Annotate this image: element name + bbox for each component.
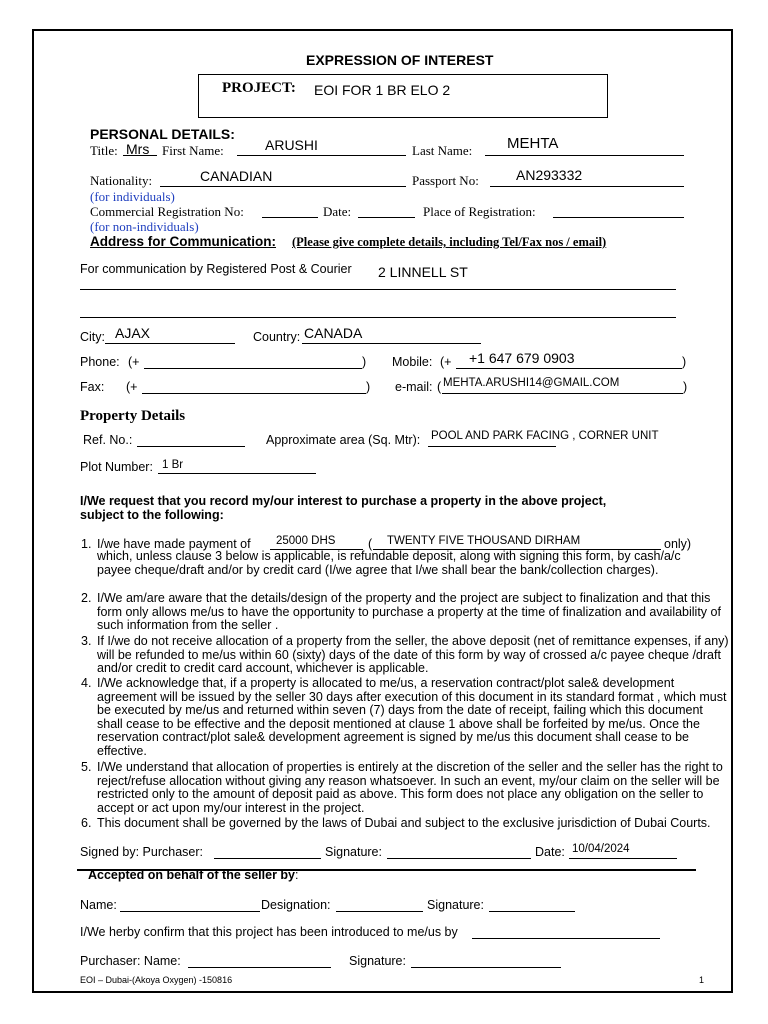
mobile-input[interactable]: +1 647 679 0903 [469,350,575,366]
last-name-label: Last Name: [412,143,473,158]
last-name-input[interactable]: MEHTA [507,135,559,152]
clause-1-only: only) [664,537,692,551]
sign-date-input[interactable]: 10/04/2024 [572,843,630,855]
fax-input[interactable] [142,393,366,394]
seller-signature-label: Signature: [427,898,484,912]
clause-1-rest: which, unless clause 3 below is applicable, is refundable deposit, along with signing this form, by cash/a/c payee cheque/draft and/or by credit card (I/we agree that I/we shall bear the bank/collection charges). [97,549,681,577]
country-input[interactable]: CANADA [304,325,363,341]
area-line [428,446,556,447]
request-line-2: subject to the following: [80,508,224,522]
fax-open: (+ [126,380,138,394]
mobile-close: ) [682,355,687,369]
city-label: City: [80,330,105,344]
purchaser-signature-input[interactable] [387,858,531,859]
address-heading: Address for Communication: [90,234,277,249]
title-input[interactable]: Mrs [126,141,150,157]
purchaser-input[interactable] [214,858,321,859]
property-heading: Property Details [80,408,186,424]
clause-6-text: This document shall be governed by the laws of Dubai and subject to the exclusive jurisdiction of Dubai Courts. [97,816,711,830]
passport-line [490,186,684,187]
clause-4-number: 4. [81,676,92,690]
introduced-by-label: I/We herby confirm that this project has been introduced to me/us by [80,925,458,939]
mobile-label: Mobile: [392,355,433,369]
introduced-by-input[interactable] [472,938,660,939]
title-label: Title: [90,143,118,158]
purchaser-name-label: Purchaser: Name: [80,954,181,968]
phone-open: (+ [128,355,140,369]
purchaser-signature2-input[interactable] [411,967,561,968]
form-title: EXPRESSION OF INTEREST [306,52,494,68]
seller-name-label: Name: [80,898,117,912]
address-line-2 [80,317,676,318]
phone-label: Phone: [80,355,120,369]
clause-4-text: I/We acknowledge that, if a property is allocated to me/us, a reservation contract/plot sale& development agreement will be issued by the seller 30 days after execution of this document in its standard format , which must be executed by me/us and returned within seven (7) days from the date of receipt, failing which this document shall cease to be effective and the deposit mentioned at clause 1 above shall be forfeited by me/us. Once the reservation contract/plot sale& development agreement is signed by me/us this document shall cease to be effective. [97,676,727,758]
sign-date-label: Date: [535,845,565,859]
clause-5-text: I/We understand that allocation of properties is entirely at the discretion of the seller and the seller has the right to reject/refuse allocation without giving any reason whatsoever. In such an event, my/our claim on the seller will be restricted only to the amount of deposit paid as above. This form does not place any obligation on the seller to accept or act upon my/our interest in the project. [97,760,723,815]
clause-3-text: If I/we do not receive allocation of a property from the seller, the above deposit (net of remittance expenses, if any) will be refunded to me/us within 60 (sixty) days of the date of this form by way of crossed a/c payee cheque /draft and/or credit to credit card account, whichever is applicable. [97,634,729,676]
nationality-input[interactable]: CANADIAN [200,168,273,184]
footer-code: EOI – Dubai-(Akoya Oxygen) -150816 [80,975,233,985]
ref-no-input[interactable] [137,446,245,447]
plot-number-input[interactable]: 1 Br [162,459,184,471]
first-name-line [237,155,406,156]
designation-input[interactable] [336,911,423,912]
purchaser-signature2-label: Signature: [349,954,406,968]
plot-number-line [158,473,316,474]
reg-date-label: Date: [323,204,352,219]
mobile-open: (+ [440,355,452,369]
personal-heading: PERSONAL DETAILS: [90,126,235,142]
area-label: Approximate area (Sq. Mtr): [266,433,421,447]
commercial-reg-line [262,217,318,218]
email-line [442,393,683,394]
email-label: e-mail: [395,380,433,394]
email-open: ( [437,380,442,394]
city-input[interactable]: AJAX [115,325,151,341]
post-courier-input[interactable]: 2 LINNELL ST [378,264,468,280]
first-name-label: First Name: [162,143,224,158]
commercial-reg-label: Commercial Registration No: [90,204,244,219]
designation-label: Designation: [261,898,331,912]
passport-label: Passport No: [412,173,479,188]
phone-input[interactable] [144,368,362,369]
for-non-individuals-note: (for non-individuals) [90,219,199,234]
email-close: ) [683,380,688,394]
reg-date-line [358,217,415,218]
clause-1-open: ( [368,537,373,551]
first-name-input[interactable]: ARUSHI [265,137,318,153]
post-courier-label: For communication by Registered Post & Courier [80,262,352,276]
accepted-label [88,868,298,882]
place-of-reg-label: Place of Registration: [423,204,536,219]
seller-name-input[interactable] [120,911,260,912]
country-label: Country: [253,330,301,344]
clause-3 [81,635,731,676]
clause-6-number: 6. [81,816,92,830]
purchaser-name-input[interactable] [188,967,331,968]
area-input[interactable]: POOL AND PARK FACING , CORNER UNIT [431,430,659,442]
fax-label: Fax: [80,380,105,394]
city-line [105,343,235,344]
seller-signature-input[interactable] [489,911,575,912]
clause-5 [81,761,731,815]
address-line-1 [80,289,676,290]
fax-close: ) [366,380,371,394]
project-label: PROJECT: [222,80,296,96]
page-number: 1 [699,975,705,985]
deposit-words-input[interactable]: TWENTY FIVE THOUSAND DIRHAM [387,535,581,547]
clause-1-number: 1. [81,537,92,551]
passport-input[interactable]: AN293332 [516,167,583,183]
phone-close: ) [362,355,367,369]
ref-no-label: Ref. No.: [83,433,133,447]
purchaser-signature-label: Signature: [325,845,382,859]
last-name-line [485,155,684,156]
email-input[interactable]: MEHTA.ARUSHI14@GMAIL.COM [443,377,620,389]
clause-1-prefix: I/we have made payment of [97,537,251,551]
country-line [302,343,481,344]
clause-6 [81,817,731,831]
nationality-label: Nationality: [90,173,153,188]
signed-by-label: Signed by: Purchaser: [80,845,203,859]
clause-1-body [97,550,697,577]
for-individuals-note: (for individuals) [90,189,175,204]
plot-number-label: Plot Number: [80,460,153,474]
clause-2-text: I/We am/are aware that the details/design of the property and the project are subject to finalization and that this form only allows me/us to have the opportunity to purchase a property at the time of finalization and availability of such information from the seller . [97,591,721,633]
request-line-1: I/We request that you record my/our interest to purchase a property in the above project, [80,494,607,508]
deposit-amount-input[interactable]: 25000 DHS [276,535,336,547]
clause-2 [81,592,731,633]
place-of-reg-line [553,217,684,218]
clause-2-number: 2. [81,591,92,605]
clause-5-number: 5. [81,760,92,774]
sign-date-line [569,858,677,859]
mobile-line [456,368,682,369]
accepted-colon: : [295,868,299,882]
clause-4 [81,677,731,759]
project-value: EOI FOR 1 BR ELO 2 [314,82,451,98]
address-heading-note: (Please give complete details, including Tel/Fax nos / email) [292,235,607,249]
accepted-text: Accepted on behalf of the seller by [88,868,295,882]
clause-3-number: 3. [81,634,92,648]
nationality-line [160,186,406,187]
